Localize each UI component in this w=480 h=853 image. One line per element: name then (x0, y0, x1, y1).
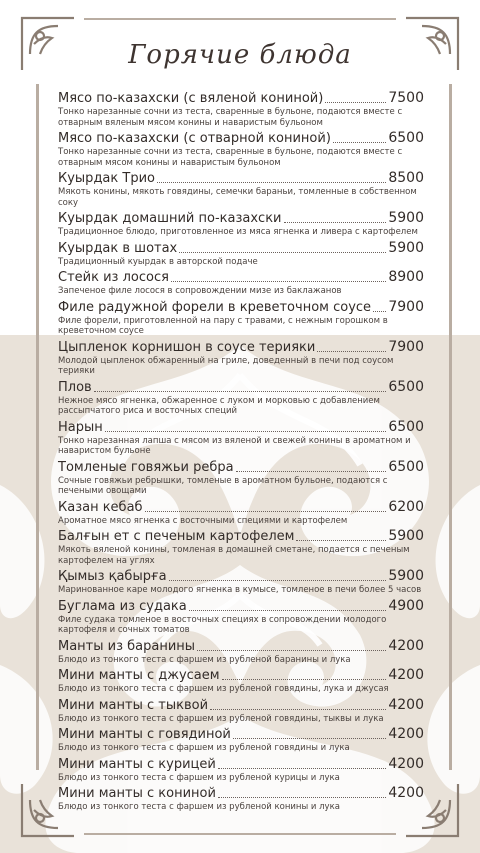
dish-description: Блюдо из тонкого теста с фаршем из рубленой курицы и лука (58, 772, 340, 783)
dot-leader (222, 679, 387, 680)
dish-price: 4200 (388, 726, 424, 742)
dish-name: Балғын ет с печеным картофелем (58, 529, 295, 544)
dish-price: 5900 (388, 568, 424, 584)
dish-name: Мясо по-казахски (с вяленой кониной) (58, 91, 324, 106)
dish-description: Нежное мясо ягненка, обжаренное с луком и морковью с добавлением рассыпчатого риса и восточных специй (58, 395, 380, 416)
dot-leader (218, 768, 387, 769)
dish-name: Куырдак Трио (58, 171, 155, 186)
dish-price: 5900 (388, 210, 424, 226)
menu-item (58, 757, 424, 784)
dish-name: Стейк из лосося (58, 270, 169, 285)
menu-item (58, 270, 424, 297)
menu-item-row (58, 300, 424, 315)
menu-item (58, 300, 424, 337)
dish-price: 5900 (388, 528, 424, 544)
dot-leader (171, 281, 386, 282)
dish-name: Цыпленок корнишон в соусе терияки (58, 339, 316, 355)
menu-item (58, 171, 424, 208)
dish-name: Мини манты с курицей (58, 756, 216, 772)
dish-name: Мясо по-казахски (с отварной кониной) (58, 131, 331, 146)
menu-item-row (58, 460, 424, 475)
menu-item-row (58, 380, 424, 395)
menu-item (58, 786, 424, 813)
dot-leader (145, 511, 387, 512)
menu-item-row (58, 500, 424, 515)
dish-name: Манты из баранины (58, 638, 196, 654)
dish-price: 7900 (388, 338, 424, 355)
dish-name: Қымыз қабырға (58, 569, 167, 584)
menu-item-row (58, 786, 424, 801)
menu-item-row (58, 599, 424, 614)
dot-leader (197, 650, 386, 651)
menu-item (58, 241, 424, 268)
menu-item-row (58, 698, 424, 713)
menu-item (58, 420, 424, 457)
dish-price: 4900 (388, 597, 424, 614)
dish-price: 8500 (388, 170, 424, 186)
menu-item-row (58, 270, 424, 285)
dish-name: Мини манты с тыквой (58, 697, 209, 713)
dish-name: Нарын (58, 419, 103, 435)
dish-price: 5900 (388, 239, 424, 256)
menu-item-row (58, 757, 424, 772)
page-title: Горячие блюда (128, 40, 352, 70)
menu-item-row (58, 131, 424, 146)
dish-name: Казан кебаб (58, 499, 143, 515)
menu-item-row (58, 91, 424, 106)
dish-price: 4200 (388, 667, 424, 683)
dot-leader (236, 471, 387, 472)
dish-name: Мини манты с говядиной (58, 727, 231, 742)
menu-item (58, 698, 424, 725)
dish-price: 4200 (388, 637, 424, 654)
dish-description: Маринованное каре молодого ягненка в кумысе, томленое в печи более 5 часов (58, 585, 422, 595)
menu-item-row (58, 668, 424, 683)
menu-item (58, 131, 424, 168)
dish-name: Мини манты с кониной (58, 786, 216, 801)
dish-price: 6500 (388, 130, 424, 146)
dot-leader (105, 431, 387, 432)
dish-description: Мякоть конины, мякоть говядины, семечки бараньи, томленные в собственном соку (58, 187, 417, 208)
dish-description: Ароматное мясо ягненка с восточными специями и картофелем (58, 515, 348, 526)
dish-price: 6500 (388, 378, 424, 395)
menu-item (58, 668, 424, 695)
menu-item-row (58, 639, 424, 654)
dish-price: 4200 (388, 785, 424, 801)
menu-item-row (58, 529, 424, 544)
dish-price: 8900 (388, 269, 424, 285)
menu-item-row (58, 569, 424, 584)
menu-item (58, 639, 424, 666)
dish-name: Куырдак в шотах (58, 240, 178, 256)
frame-bottom-line (84, 833, 396, 835)
menu-item (58, 500, 424, 527)
dish-price: 7900 (388, 298, 424, 315)
dish-description: Традиционное блюдо, приготовленное из мяса ягненка и ливера с картофелем (58, 227, 418, 237)
dot-leader (210, 709, 386, 710)
dot-leader (233, 738, 386, 739)
menu-item (58, 460, 424, 497)
dot-leader (284, 222, 387, 223)
dish-description: Блюдо из тонкого теста с фаршем из рубленой баранины и лука (58, 654, 351, 665)
menu-item (58, 599, 424, 636)
dish-description: Сочные говяжьи ребрышки, томленые в ароматном бульоне, подаются с печеными овощами (58, 475, 388, 496)
menu-item (58, 91, 424, 128)
dish-description: Мякоть вяленой конины, томленая в домашней сметане, подается с печеным картофелем на углях (58, 545, 410, 566)
dish-description: Традиционный куырдак в авторской подаче (58, 256, 258, 267)
dish-name: Куырдак домашний по-казахски (58, 211, 282, 226)
dot-leader (296, 540, 386, 541)
dot-leader (218, 797, 386, 798)
menu-item-row (58, 241, 424, 256)
menu-item-row (58, 171, 424, 186)
dish-price: 4200 (388, 696, 424, 713)
dot-leader (94, 391, 387, 392)
dish-name: Филе радужной форели в креветочном соусе (58, 299, 372, 315)
dish-description: Тонко нарезанные сочни из теста, сваренные в бульоне, подаются вместе с отварным мясом конины и наваристым бульоном (58, 147, 403, 168)
dish-description: Запеченое филе лосося в сопровождении мизе из баклажанов (58, 286, 342, 296)
dish-description: Филе судака томленое в восточных специях в сопровождении молодого картофеля и сочных томатов (58, 614, 387, 635)
dot-leader (373, 311, 386, 312)
dot-leader (157, 182, 386, 183)
dot-leader (325, 102, 386, 103)
dish-price: 4200 (388, 755, 424, 772)
menu-item-row (58, 727, 424, 742)
dish-name: Мини манты с джусаем (58, 668, 220, 683)
dish-price: 6200 (388, 498, 424, 515)
menu-item (58, 340, 424, 377)
dish-description: Блюдо из тонкого теста с фаршем из рубленой говядины и лука (58, 743, 350, 753)
dish-name: Буглама из судака (58, 598, 187, 614)
menu-item (58, 727, 424, 754)
dish-price: 7500 (388, 90, 424, 106)
menu-item-row (58, 340, 424, 355)
dish-description: Тонко нарезанная лапша с мясом из вяленой и свежей конины в ароматном и наваристом бульоне (58, 435, 411, 456)
dish-price: 6500 (388, 458, 424, 475)
menu-item-row (58, 420, 424, 435)
menu-item (58, 529, 424, 566)
menu-item (58, 211, 424, 238)
dish-description: Филе форели, приготовленной на пару с травами, с нежным горошком в креветочном соусе (58, 315, 388, 336)
dish-description: Молодой цыпленок обжаренный на гриле, доведенный в печи под соусом терияки (58, 355, 394, 376)
dish-description: Блюдо из тонкого теста с фаршем из рубленой конины и лука (58, 802, 340, 812)
dish-price: 6500 (388, 418, 424, 435)
frame-left-line (36, 84, 39, 770)
dish-name: Плов (58, 379, 92, 395)
menu-list (58, 91, 424, 816)
menu-item-row (58, 211, 424, 226)
dot-leader (189, 610, 387, 611)
frame-right-line (449, 84, 452, 770)
menu-item (58, 380, 424, 417)
dish-description: Блюдо из тонкого теста с фаршем из рубленой говядины, лука и джусая (58, 684, 389, 694)
menu-item (58, 569, 424, 596)
frame-top-line (84, 18, 396, 20)
dish-description: Тонко нарезанные сочни из теста, сваренные в бульоне, подаются вместе с отварным вяленым мясом конины и наваристым бульоном (58, 107, 403, 128)
dish-description: Блюдо из тонкого теста с фаршем из рубленой говядины, тыквы и лука (58, 713, 384, 724)
dot-leader (333, 142, 386, 143)
dot-leader (169, 580, 387, 581)
dot-leader (179, 252, 386, 253)
dot-leader (317, 351, 386, 352)
dish-name: Томленые говяжьи ребра (58, 459, 234, 475)
